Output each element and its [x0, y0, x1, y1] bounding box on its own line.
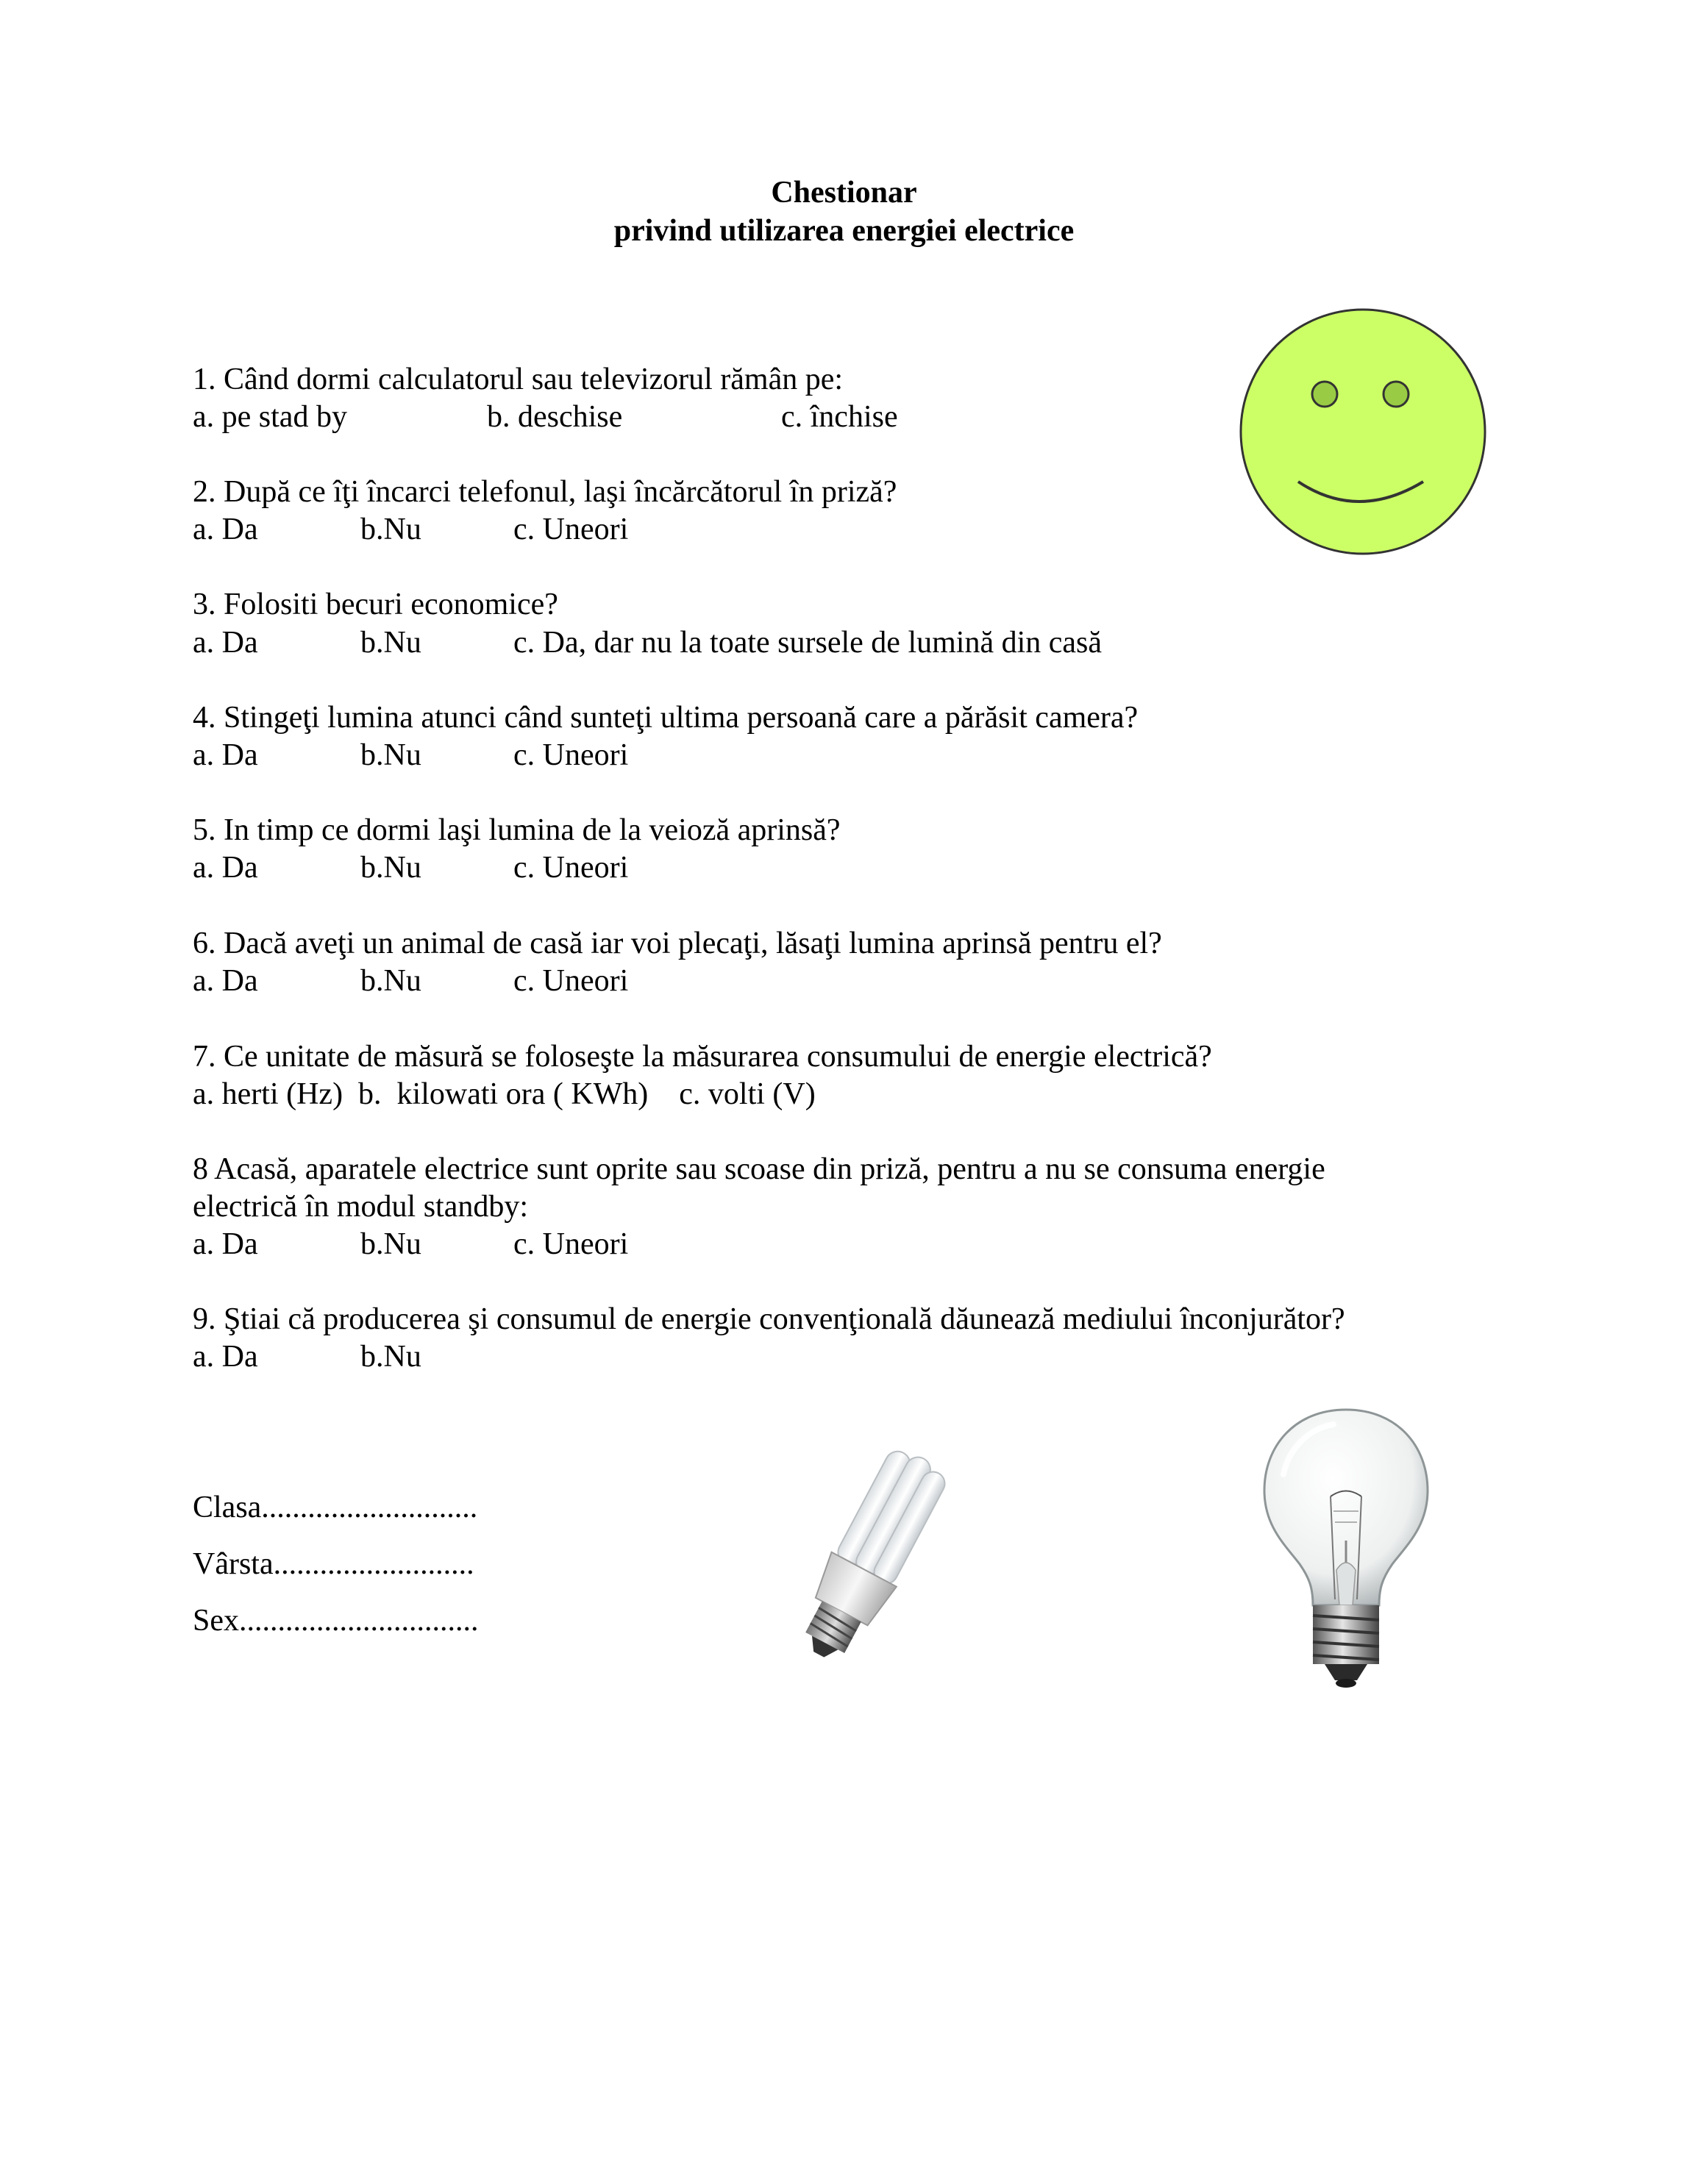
smiley-face-icon — [1238, 307, 1488, 557]
q9-option-b[interactable]: b.Nu — [360, 1340, 421, 1374]
q2-option-c[interactable]: c. Uneori — [513, 513, 629, 546]
q4-option-c[interactable]: c. Uneori — [513, 738, 629, 772]
question-5: 5. In timp ce dormi laşi lumina de la veioză aprinsă? — [193, 813, 841, 847]
q2-option-a[interactable]: a. Da — [193, 513, 258, 546]
page-title: Chestionar — [771, 176, 917, 210]
question-9: 9. Ştiai că producerea şi consumul de energie convenţională dăunează mediului înconjurător? — [193, 1302, 1345, 1336]
question-4: 4. Stingeţi lumina atunci când sunteţi ultima persoană care a părăsit camera? — [193, 701, 1139, 735]
question-8-line-2: electrică în modul standby: — [193, 1190, 529, 1224]
q2-option-b[interactable]: b.Nu — [360, 513, 421, 546]
incandescent-bulb-icon — [1254, 1401, 1438, 1695]
q8-option-b[interactable]: b.Nu — [360, 1227, 421, 1261]
q1-option-b[interactable]: b. deschise — [487, 400, 623, 434]
question-6: 6. Dacă aveţi un animal de casă iar voi plecaţi, lăsaţi lumina aprinsă pentru el? — [193, 927, 1162, 960]
clasa-field[interactable]: Clasa............................ — [193, 1491, 478, 1524]
q5-option-c[interactable]: c. Uneori — [513, 851, 629, 885]
question-1: 1. Când dormi calculatorul sau televizorul rămân pe: — [193, 363, 844, 396]
question-2: 2. După ce îţi încarci telefonul, laşi încărcătorul în priză? — [193, 475, 897, 509]
q4-option-a[interactable]: a. Da — [193, 738, 258, 772]
q3-option-a[interactable]: a. Da — [193, 626, 258, 660]
q3-option-c[interactable]: c. Da, dar nu la toate sursele de lumină din casă — [513, 626, 1103, 660]
q3-option-b[interactable]: b.Nu — [360, 626, 421, 660]
q6-option-b[interactable]: b.Nu — [360, 964, 421, 998]
question-8-line-1: 8 Acasă, aparatele electrice sunt oprite sau scoase din priză, pentru a nu se consuma energie — [193, 1152, 1325, 1186]
cfl-bulb-icon — [765, 1434, 971, 1684]
q7-options[interactable]: a. herti (Hz) b. kilowati ora ( KWh) c. volti (V) — [193, 1077, 816, 1111]
q5-option-b[interactable]: b.Nu — [360, 851, 421, 885]
q8-option-c[interactable]: c. Uneori — [513, 1227, 629, 1261]
question-7: 7. Ce unitate de măsură se foloseşte la măsurarea consumului de energie electrică? — [193, 1040, 1212, 1074]
q4-option-b[interactable]: b.Nu — [360, 738, 421, 772]
varsta-field[interactable]: Vârsta.......................... — [193, 1547, 474, 1581]
question-3: 3. Folositi becuri economice? — [193, 588, 558, 621]
sex-field[interactable]: Sex............................... — [193, 1604, 479, 1638]
q6-option-a[interactable]: a. Da — [193, 964, 258, 998]
page-subtitle: privind utilizarea energiei electrice — [613, 214, 1075, 248]
q5-option-a[interactable]: a. Da — [193, 851, 258, 885]
q6-option-c[interactable]: c. Uneori — [513, 964, 629, 998]
q8-option-a[interactable]: a. Da — [193, 1227, 258, 1261]
q1-option-c[interactable]: c. închise — [781, 400, 898, 434]
q1-option-a[interactable]: a. pe stad by — [193, 400, 347, 434]
q9-option-a[interactable]: a. Da — [193, 1340, 258, 1374]
